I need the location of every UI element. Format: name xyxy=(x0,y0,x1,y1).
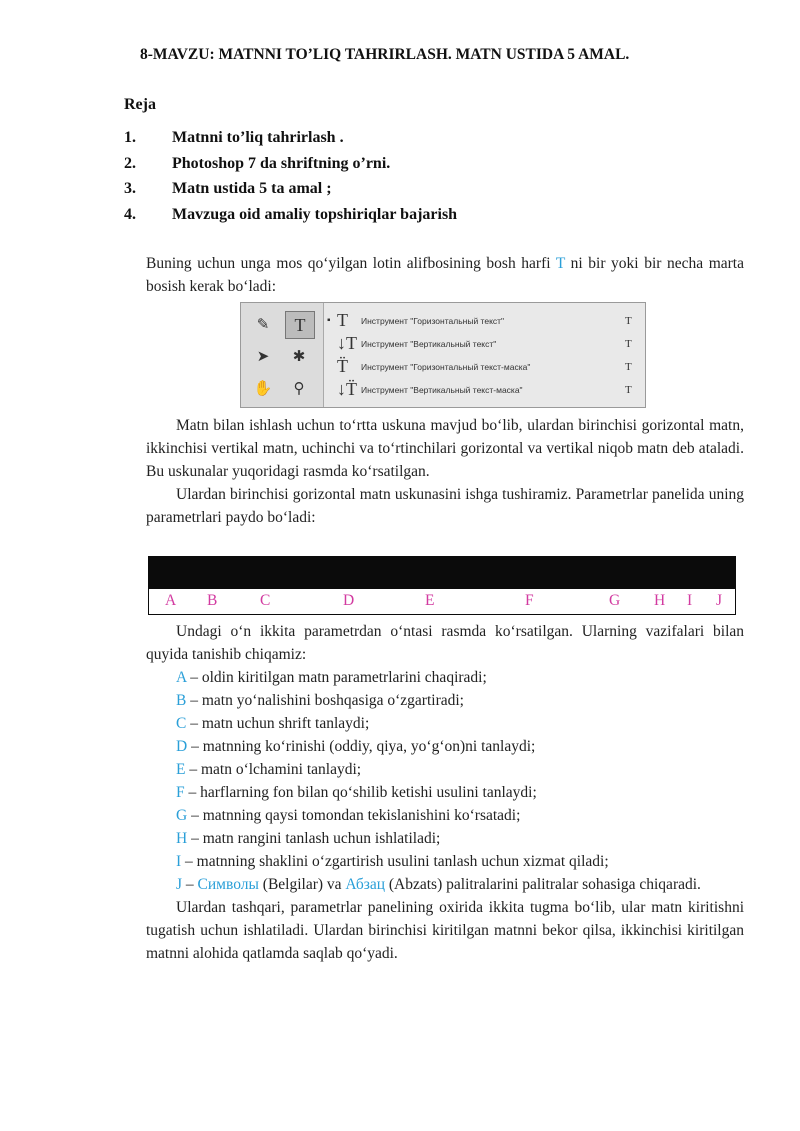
paragraph: Ulardan tashqari, parametrlar panelining oxirida ikkita tugma bo‘lib, ular matn kiritishni tugatish uchun ishlatiladi. Ulardan birinchisi kiritilgan matnni bekor qilsa, ikkinchisi kiritilgan matnni alohida qatlamda saqlab qo‘yadi. xyxy=(146,899,744,962)
intro-text: Buning uchun unga mos qo‘yilgan lotin alifbosining bosh harfi xyxy=(146,255,556,272)
definition-item xyxy=(146,758,744,781)
tool-menu-item[interactable] xyxy=(327,355,639,378)
param-label: F xyxy=(525,592,534,609)
def-text: – matn uchun shrift tanlaydi; xyxy=(186,715,370,732)
tool-shortcut: T xyxy=(625,314,632,327)
param-label: B xyxy=(207,592,218,609)
def-text: – xyxy=(182,876,198,893)
tool-menu-label: Инструмент "Вертикальный текст-маска" xyxy=(361,384,523,395)
zoom-tool-icon[interactable]: ⚲ xyxy=(293,380,305,397)
definition-item xyxy=(146,850,744,873)
intro-paragraph xyxy=(146,252,744,298)
def-key: J xyxy=(176,876,183,893)
def-text: – matnning qaysi tomondan tekislanishini ko‘rsatadi; xyxy=(187,807,521,824)
tool-shortcut: T xyxy=(625,383,632,396)
definition-item xyxy=(146,689,744,712)
toolbox-panel xyxy=(241,303,324,407)
def-key: C xyxy=(176,715,187,732)
def-key: G xyxy=(176,807,188,824)
param-label: C xyxy=(260,592,271,609)
definition-item xyxy=(146,712,744,735)
definition-item xyxy=(146,666,744,689)
param-label: G xyxy=(609,592,621,609)
plan-item-text: Matn ustida 5 ta amal ; xyxy=(172,180,332,197)
def-key: B xyxy=(176,692,187,709)
def-key: I xyxy=(176,853,182,870)
def-key: E xyxy=(176,761,186,778)
def-text: – matn o‘lchamini tanlaydi; xyxy=(185,761,362,778)
param-label: J xyxy=(716,592,723,609)
definition-item xyxy=(146,873,744,896)
tool-menu xyxy=(327,309,639,401)
param-label: A xyxy=(165,592,177,609)
page-title: 8-MAVZU: MATNNI TO’LIQ TAHRIRLASH. MATN USTIDA 5 AMAL. xyxy=(140,46,630,63)
plan-item xyxy=(124,202,457,228)
def-text: – matn rangini tanlash uchun ishlatiladi; xyxy=(187,830,441,847)
plan-item-number: 1. xyxy=(124,129,136,146)
palette-name-symbols: Символы xyxy=(197,876,259,893)
body-text-1 xyxy=(146,414,744,529)
tool-menu-label: Инструмент "Горизонтальный текст-маска" xyxy=(361,361,531,372)
definition-item xyxy=(146,827,744,850)
custom-shape-icon[interactable]: ✱ xyxy=(292,348,306,365)
plan-list xyxy=(124,125,457,227)
selected-marker-icon: ▪ xyxy=(327,315,331,326)
path-select-icon[interactable]: ➤ xyxy=(256,348,270,365)
def-text: (Belgilar) va xyxy=(258,876,346,893)
plan-item-number: 3. xyxy=(124,180,136,197)
param-label: I xyxy=(687,592,693,609)
def-key: D xyxy=(176,738,188,755)
brush-tool-icon[interactable]: ✎ xyxy=(256,316,270,333)
plan-item xyxy=(124,176,457,202)
plan-item xyxy=(124,125,457,151)
def-text: – matnning shaklini o‘zgartirish usulini tanlash uchun xizmat qiladi; xyxy=(181,853,609,870)
definition-item xyxy=(146,804,744,827)
horizontal-mask-icon: T̈ xyxy=(337,356,348,376)
body-text-2 xyxy=(146,620,744,965)
tool-menu-item[interactable] xyxy=(327,309,639,332)
intro-letter: T xyxy=(555,255,566,272)
plan-item-text: Photoshop 7 da shriftning o’rni. xyxy=(172,154,391,172)
intro-text-end: ni bir yoki bir necha marta bosish kerak bo‘ladi: xyxy=(146,255,744,295)
plan-item-text: Mavzuga oid amaliy topshiriqlar bajarish xyxy=(172,205,458,223)
param-label: D xyxy=(343,592,355,609)
plan-item-text: Matnni to’liq tahrirlash . xyxy=(172,129,344,146)
options-bar xyxy=(148,556,736,614)
def-key: A xyxy=(176,669,187,686)
paragraph: Ulardan birinchisi gorizontal matn uskunasini ishga tushiramiz. Parametrlar panelida uning parametrlari paydo bo‘ladi: xyxy=(146,486,744,526)
def-text: – oldin kiritilgan matn parametrlarini chaqiradi; xyxy=(186,669,487,686)
def-text: – matn yo‘nalishini boshqasiga o‘zgartiradi; xyxy=(186,692,464,709)
paragraph: Matn bilan ishlash uchun to‘rtta uskuna mavjud bo‘lib, ulardan birinchisi gorizontal matn, ikkinchisi vertikal matn, uchinchi va to‘rtinchilari gorizontal va vertikal niqob matn deb ataladi. Bu uskunalar yuqoridagi rasmda ko‘rsatilgan. xyxy=(146,417,744,480)
plan-item xyxy=(124,151,457,177)
def-text: (Abzats) palitralarini palitralar sohasiga chiqaradi. xyxy=(385,876,701,893)
def-text: – harflarning fon bilan qo‘shilib ketishi usulini tanlaydi; xyxy=(184,784,537,801)
vertical-type-icon: ↓T xyxy=(337,333,357,353)
def-text: – matnning ko‘rinishi (oddiy, qiya, yo‘g‘on)ni tanlaydi; xyxy=(187,738,536,755)
text-tool-flyout xyxy=(240,302,646,408)
tool-shortcut: T xyxy=(625,337,632,350)
options-bar-strip xyxy=(148,556,736,589)
tool-menu-label: Инструмент "Вертикальный текст" xyxy=(361,338,497,349)
horizontal-type-icon: T xyxy=(337,310,348,330)
plan-heading: Reja xyxy=(124,96,156,113)
hand-tool-icon[interactable]: ✋ xyxy=(253,380,273,397)
plan-item-number: 4. xyxy=(124,205,136,223)
definition-item xyxy=(146,735,744,758)
def-key: H xyxy=(176,830,188,847)
param-label: E xyxy=(425,592,435,609)
parameter-labels xyxy=(148,589,736,615)
definition-item xyxy=(146,781,744,804)
param-label: H xyxy=(654,592,666,609)
tool-shortcut: T xyxy=(625,360,632,373)
vertical-mask-icon: ↓T̈ xyxy=(337,379,357,399)
tool-menu-item[interactable] xyxy=(327,332,639,355)
palette-name-paragraph: Абзац xyxy=(345,876,386,893)
tool-menu-item[interactable] xyxy=(327,378,639,401)
def-key: F xyxy=(176,784,185,801)
text-tool-icon[interactable]: T xyxy=(285,311,315,339)
tool-menu-label: Инструмент "Горизонтальный текст" xyxy=(361,315,505,326)
plan-item-number: 2. xyxy=(124,154,136,172)
paragraph: Undagi o‘n ikkita parametrdan o‘ntasi rasmda ko‘rsatilgan. Ularning vazifalari bilan quyida tanishib chiqamiz: xyxy=(146,623,744,663)
